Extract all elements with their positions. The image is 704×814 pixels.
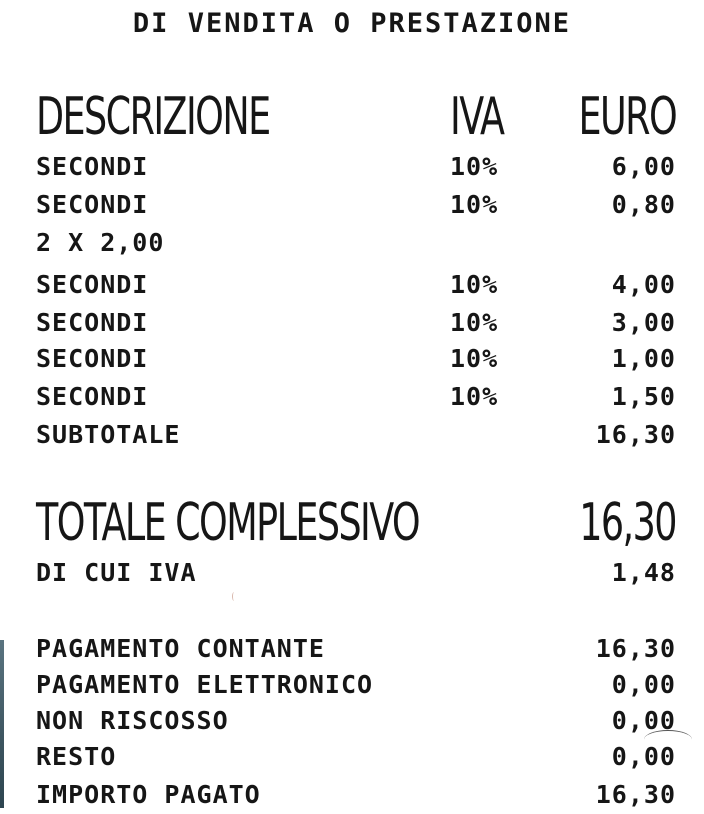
item-description: SECONDI xyxy=(36,344,149,373)
item-amount: 3,00 xyxy=(611,308,676,337)
subtotal-value: 16,30 xyxy=(595,420,676,449)
total-value: 16,30 xyxy=(579,493,676,553)
item-description: SECONDI xyxy=(36,270,149,299)
subtotal-row xyxy=(0,416,704,454)
item-description: SECONDI xyxy=(36,152,149,181)
payment-label: NON RISCOSSO xyxy=(36,706,229,735)
column-header-euro: EURO xyxy=(578,87,676,147)
payment-row xyxy=(0,702,704,740)
vat-included-value: 1,48 xyxy=(611,558,676,587)
paper-speck xyxy=(232,592,236,601)
payment-value: 0,00 xyxy=(611,706,676,735)
total-row xyxy=(0,490,704,556)
column-header-descrizione: DESCRIZIONE xyxy=(36,87,270,147)
receipt-header-title: DI VENDITA O PRESTAZIONE xyxy=(132,8,572,39)
payment-row xyxy=(0,776,704,814)
list-item xyxy=(0,224,704,262)
payment-label: PAGAMENTO ELETTRONICO xyxy=(36,670,374,699)
list-item xyxy=(0,148,704,186)
background-edge xyxy=(0,640,4,808)
item-vat: 10% xyxy=(450,190,499,219)
item-description: 2 X 2,00 xyxy=(36,228,165,257)
vat-included-label: DI CUI IVA xyxy=(36,558,197,587)
subtotal-label: SUBTOTALE xyxy=(36,420,181,449)
item-vat: 10% xyxy=(450,152,499,181)
item-description: SECONDI xyxy=(36,308,149,337)
payment-value: 16,30 xyxy=(595,634,676,663)
item-amount: 4,00 xyxy=(611,270,676,299)
payment-value: 16,30 xyxy=(595,780,676,809)
list-item xyxy=(0,378,704,416)
column-header-iva: IVA xyxy=(450,87,504,147)
payment-row xyxy=(0,630,704,668)
item-description: SECONDI xyxy=(36,190,149,219)
item-vat: 10% xyxy=(450,344,499,373)
list-item xyxy=(0,266,704,304)
payment-value: 0,00 xyxy=(611,742,676,771)
item-amount: 1,50 xyxy=(611,382,676,411)
payment-value: 0,00 xyxy=(611,670,676,699)
payment-label: PAGAMENTO CONTANTE xyxy=(36,634,325,663)
vat-included-row xyxy=(0,554,704,592)
list-item xyxy=(0,186,704,224)
total-label: TOTALE COMPLESSIVO xyxy=(36,493,420,553)
pen-mark xyxy=(644,730,692,749)
item-vat: 10% xyxy=(450,382,499,411)
payment-row xyxy=(0,738,704,776)
item-amount: 0,80 xyxy=(611,190,676,219)
list-item xyxy=(0,340,704,378)
item-description: SECONDI xyxy=(36,382,149,411)
payment-row xyxy=(0,666,704,704)
item-amount: 1,00 xyxy=(611,344,676,373)
list-item xyxy=(0,304,704,342)
item-amount: 6,00 xyxy=(611,152,676,181)
column-header-row xyxy=(0,86,704,148)
payment-label: RESTO xyxy=(36,742,117,771)
item-vat: 10% xyxy=(450,308,499,337)
item-vat: 10% xyxy=(450,270,499,299)
payment-label: IMPORTO PAGATO xyxy=(36,780,261,809)
